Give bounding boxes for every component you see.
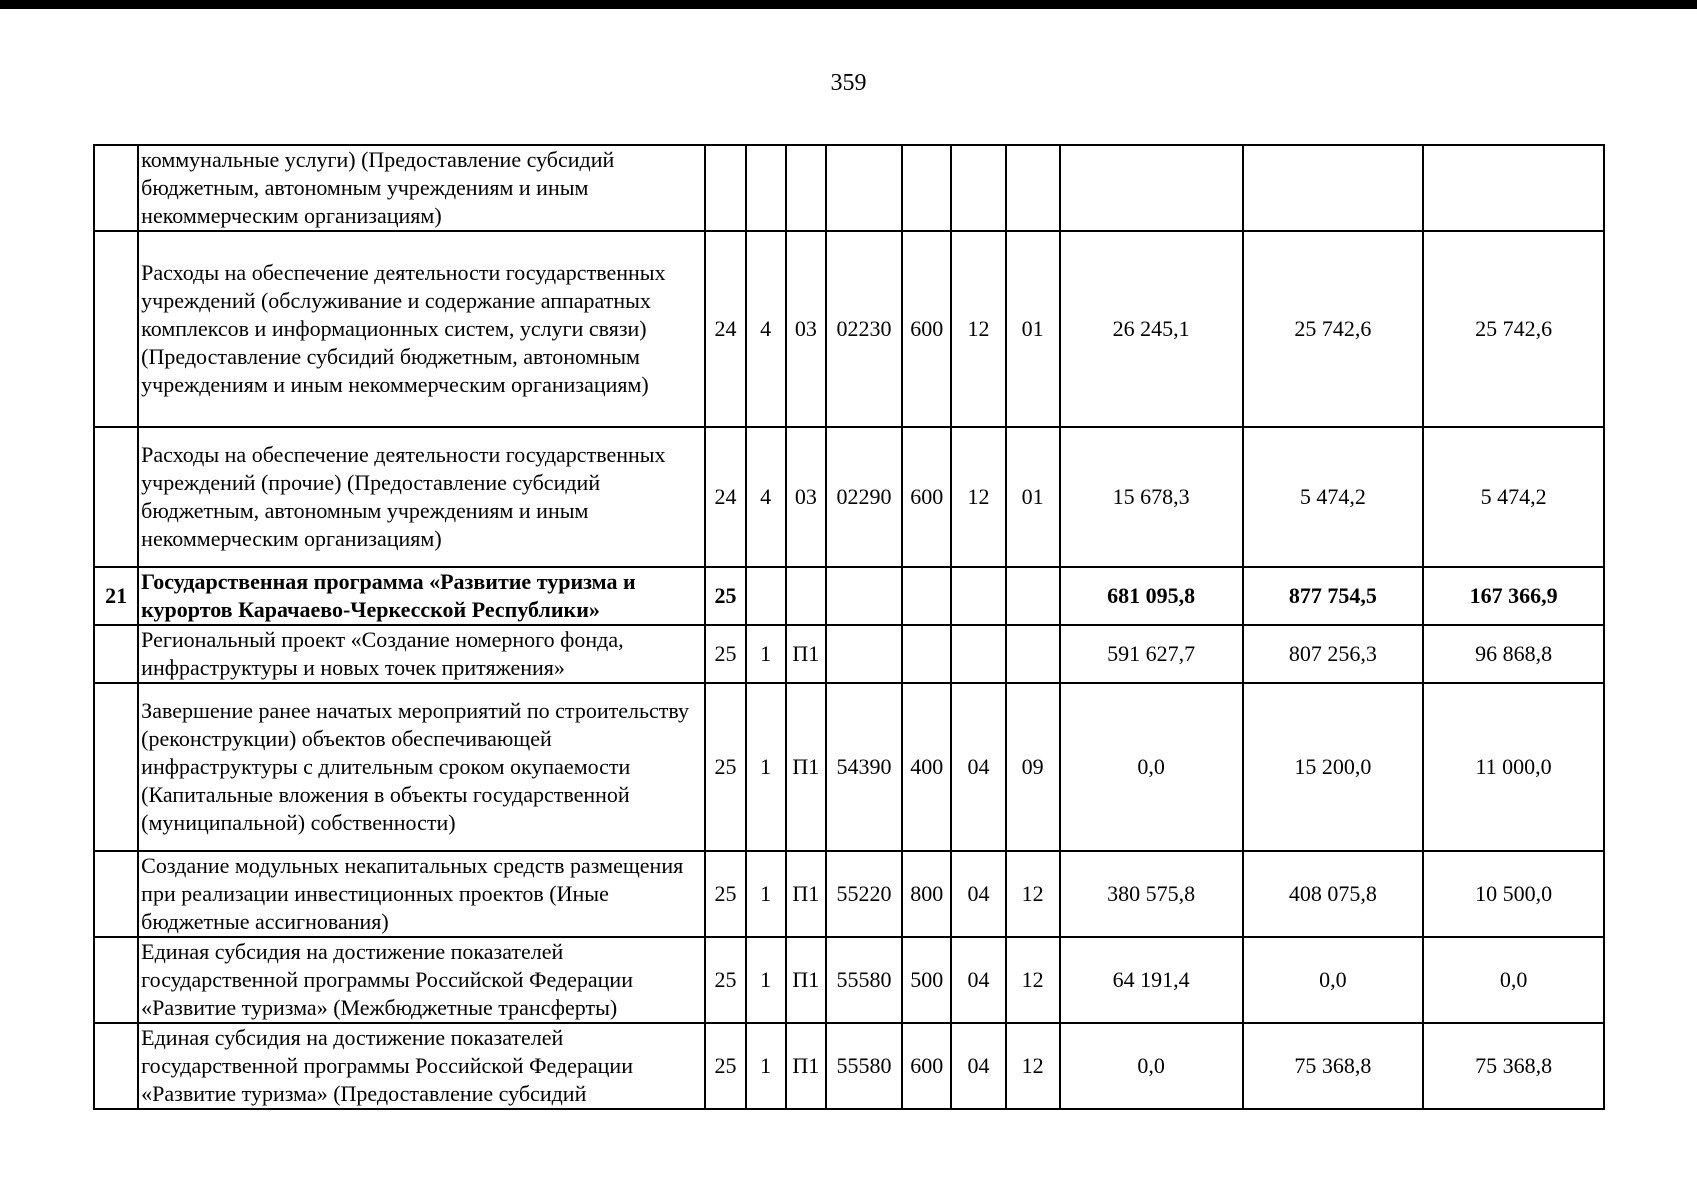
code-section: 04 bbox=[951, 937, 1005, 1023]
row-name: коммунальные услуги) (Предоставление субсидий бюджетным, автономным учреждениям и иным некоммерческим организациям) bbox=[138, 145, 705, 231]
amount-3 bbox=[1423, 145, 1604, 231]
code-gp: 25 bbox=[705, 851, 745, 937]
code-gp: 24 bbox=[705, 231, 745, 427]
code-om: П1 bbox=[786, 851, 826, 937]
code-subsection bbox=[1006, 567, 1060, 625]
code-pp bbox=[746, 145, 786, 231]
row-number bbox=[94, 427, 138, 567]
code-om: П1 bbox=[786, 937, 826, 1023]
table-row bbox=[94, 1023, 1604, 1109]
row-number bbox=[94, 937, 138, 1023]
code-section: 12 bbox=[951, 231, 1005, 427]
row-number bbox=[94, 683, 138, 851]
amount-1: 591 627,7 bbox=[1060, 625, 1243, 683]
code-om: 03 bbox=[786, 427, 826, 567]
code-section: 04 bbox=[951, 1023, 1005, 1109]
amount-2: 25 742,6 bbox=[1243, 231, 1424, 427]
code-expense-type bbox=[902, 625, 951, 683]
row-name: Создание модульных некапитальных средств размещения при реализации инвестиционных проектов (Иные бюджетные ассигнования) bbox=[138, 851, 705, 937]
code-expense-type: 600 bbox=[902, 427, 951, 567]
budget-table bbox=[93, 144, 1605, 1110]
code-expense-type: 500 bbox=[902, 937, 951, 1023]
amount-2: 807 256,3 bbox=[1243, 625, 1424, 683]
code-subsection: 01 bbox=[1006, 231, 1060, 427]
table-row bbox=[94, 937, 1604, 1023]
code-expense-type: 400 bbox=[902, 683, 951, 851]
code-gp: 25 bbox=[705, 937, 745, 1023]
table-row bbox=[94, 625, 1604, 683]
code-om: 03 bbox=[786, 231, 826, 427]
row-name: Завершение ранее начатых мероприятий по строительству (реконструкции) объектов обеспечивающей инфраструктуры с длительным сроком окупаемости (Капитальные вложения в объекты государственной (муниципальной) собственности) bbox=[138, 683, 705, 851]
table-row bbox=[94, 683, 1604, 851]
amount-1 bbox=[1060, 145, 1243, 231]
code-pp: 1 bbox=[746, 937, 786, 1023]
amount-2 bbox=[1243, 145, 1424, 231]
code-gp: 25 bbox=[705, 1023, 745, 1109]
code-om bbox=[786, 145, 826, 231]
code-om: П1 bbox=[786, 1023, 826, 1109]
code-pp: 1 bbox=[746, 851, 786, 937]
code-direction: 54390 bbox=[826, 683, 902, 851]
row-number bbox=[94, 625, 138, 683]
code-subsection: 12 bbox=[1006, 851, 1060, 937]
code-subsection: 01 bbox=[1006, 427, 1060, 567]
table-row bbox=[94, 145, 1604, 231]
amount-1: 64 191,4 bbox=[1060, 937, 1243, 1023]
amount-2: 877 754,5 bbox=[1243, 567, 1424, 625]
code-gp: 25 bbox=[705, 567, 745, 625]
code-subsection: 12 bbox=[1006, 937, 1060, 1023]
code-subsection: 09 bbox=[1006, 683, 1060, 851]
code-om: П1 bbox=[786, 625, 826, 683]
code-gp: 25 bbox=[705, 625, 745, 683]
row-number bbox=[94, 851, 138, 937]
amount-3: 10 500,0 bbox=[1423, 851, 1604, 937]
code-expense-type bbox=[902, 145, 951, 231]
code-direction bbox=[826, 145, 902, 231]
amount-3: 75 368,8 bbox=[1423, 1023, 1604, 1109]
code-expense-type bbox=[902, 567, 951, 625]
code-pp: 1 bbox=[746, 683, 786, 851]
amount-3: 5 474,2 bbox=[1423, 427, 1604, 567]
code-pp bbox=[746, 567, 786, 625]
code-direction: 02230 bbox=[826, 231, 902, 427]
row-name: Единая субсидия на достижение показателей государственной программы Российской Федерации «Развитие туризма» (Межбюджетные трансферты) bbox=[138, 937, 705, 1023]
code-om bbox=[786, 567, 826, 625]
amount-1: 380 575,8 bbox=[1060, 851, 1243, 937]
amount-1: 0,0 bbox=[1060, 1023, 1243, 1109]
code-section: 12 bbox=[951, 427, 1005, 567]
amount-2: 75 368,8 bbox=[1243, 1023, 1424, 1109]
table-row-program bbox=[94, 567, 1604, 625]
code-subsection: 12 bbox=[1006, 1023, 1060, 1109]
code-subsection bbox=[1006, 145, 1060, 231]
code-expense-type: 600 bbox=[902, 231, 951, 427]
code-pp: 1 bbox=[746, 1023, 786, 1109]
code-pp: 4 bbox=[746, 231, 786, 427]
amount-3: 96 868,8 bbox=[1423, 625, 1604, 683]
row-number bbox=[94, 145, 138, 231]
code-expense-type: 600 bbox=[902, 1023, 951, 1109]
code-pp: 1 bbox=[746, 625, 786, 683]
code-gp: 24 bbox=[705, 427, 745, 567]
code-subsection bbox=[1006, 625, 1060, 683]
amount-3: 0,0 bbox=[1423, 937, 1604, 1023]
amount-2: 15 200,0 bbox=[1243, 683, 1424, 851]
row-name: Расходы на обеспечение деятельности государственных учреждений (прочие) (Предоставление субсидий бюджетным, автономным учреждениям и иным некоммерческим организациям) bbox=[138, 427, 705, 567]
code-section bbox=[951, 625, 1005, 683]
amount-1: 681 095,8 bbox=[1060, 567, 1243, 625]
code-section: 04 bbox=[951, 683, 1005, 851]
row-name: Расходы на обеспечение деятельности государственных учреждений (обслуживание и содержание аппаратных комплексов и информационных систем, услуги связи) (Предоставление субсидий бюджетным, автономным учреждениям и иным некоммерческим организациям) bbox=[138, 231, 705, 427]
code-section bbox=[951, 567, 1005, 625]
amount-1: 26 245,1 bbox=[1060, 231, 1243, 427]
code-pp: 4 bbox=[746, 427, 786, 567]
table-row bbox=[94, 427, 1604, 567]
row-name: Региональный проект «Создание номерного фонда, инфраструктуры и новых точек притяжения» bbox=[138, 625, 705, 683]
page-number: 359 bbox=[830, 70, 867, 96]
code-section: 04 bbox=[951, 851, 1005, 937]
code-direction: 55580 bbox=[826, 937, 902, 1023]
code-section bbox=[951, 145, 1005, 231]
row-number: 21 bbox=[94, 567, 138, 625]
amount-3: 167 366,9 bbox=[1423, 567, 1604, 625]
code-gp: 25 bbox=[705, 683, 745, 851]
code-direction bbox=[826, 567, 902, 625]
amount-3: 11 000,0 bbox=[1423, 683, 1604, 851]
amount-1: 15 678,3 bbox=[1060, 427, 1243, 567]
table-row bbox=[94, 231, 1604, 427]
code-direction: 55220 bbox=[826, 851, 902, 937]
amount-2: 0,0 bbox=[1243, 937, 1424, 1023]
row-name: Государственная программа «Развитие туризма и курортов Карачаево-Черкесской Республики» bbox=[138, 567, 705, 625]
code-direction: 55580 bbox=[826, 1023, 902, 1109]
amount-2: 408 075,8 bbox=[1243, 851, 1424, 937]
code-om: П1 bbox=[786, 683, 826, 851]
amount-3: 25 742,6 bbox=[1423, 231, 1604, 427]
row-name: Единая субсидия на достижение показателей государственной программы Российской Федерации «Развитие туризма» (Предоставление субсидий bbox=[138, 1023, 705, 1109]
table-row bbox=[94, 851, 1604, 937]
code-expense-type: 800 bbox=[902, 851, 951, 937]
code-gp bbox=[705, 145, 745, 231]
scan-top-edge bbox=[0, 0, 1697, 9]
amount-1: 0,0 bbox=[1060, 683, 1243, 851]
amount-2: 5 474,2 bbox=[1243, 427, 1424, 567]
code-direction: 02290 bbox=[826, 427, 902, 567]
row-number bbox=[94, 231, 138, 427]
code-direction bbox=[826, 625, 902, 683]
row-number bbox=[94, 1023, 138, 1109]
